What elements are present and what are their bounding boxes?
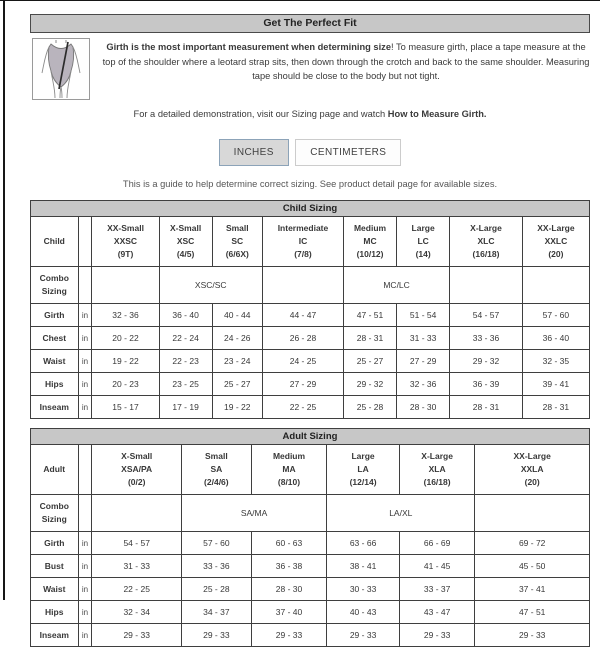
demo-prefix: For a detailed demonstration, visit our Sizing page and watch bbox=[133, 109, 388, 119]
child-col-xx-small: XX-Small XXSC (9T) bbox=[92, 217, 159, 267]
child-col-xx-large: XX-Large XXLC (20) bbox=[522, 217, 589, 267]
girth-instructions-rest: ! To measure girth, place a tape measure at the top of the shoulder where a leotard strap sits, then down through the crotch and back to the same shoulder. Measuring tape should be close to the body but not tight. bbox=[102, 42, 590, 81]
child-col-x-large: X-Large XLC (16/18) bbox=[450, 217, 523, 267]
sizing-note: This is a guide to help determine correct sizing. See product detail page for available sizes. bbox=[122, 179, 498, 189]
child-col-medium: Medium MC (10/12) bbox=[343, 217, 396, 267]
child-col-intermediate: Intermediate IC (7/8) bbox=[262, 217, 343, 267]
child-combo-xsc-sc: XSC/SC bbox=[159, 267, 262, 304]
adult-col-xx-large: XX-Large XXLA (20) bbox=[475, 445, 590, 495]
girth-bold-lead: Girth is the most important measurement when determining size bbox=[106, 42, 391, 52]
child-combo-label: Combo Sizing bbox=[31, 267, 79, 304]
leotard-girth-diagram bbox=[32, 38, 90, 100]
unit-toggle bbox=[30, 139, 590, 166]
window-left-edge bbox=[3, 0, 5, 600]
child-waist-row: Waist in 19 - 22 22 - 23 23 - 24 24 - 25 25 - 27 27 - 29 29 - 32 32 - 35 bbox=[31, 350, 590, 373]
child-combo-mc-lc: MC/LC bbox=[343, 267, 449, 304]
adult-combo-la-xl: LA/XL bbox=[327, 495, 475, 532]
adult-table-title: Adult Sizing bbox=[31, 429, 590, 445]
girth-instructions bbox=[90, 38, 590, 100]
adult-col-small: Small SA (2/4/6) bbox=[181, 445, 251, 495]
adult-combo-sa-ma: SA/MA bbox=[181, 495, 326, 532]
child-sizing-table bbox=[30, 200, 590, 419]
inches-button[interactable]: INCHES bbox=[219, 139, 289, 166]
adult-bust-row: Bust in 31 - 33 33 - 36 36 - 38 38 - 41 41 - 45 45 - 50 bbox=[31, 555, 590, 578]
child-hips-row: Hips in 20 - 23 23 - 25 25 - 27 27 - 29 29 - 32 32 - 36 36 - 39 39 - 41 bbox=[31, 373, 590, 396]
adult-col-medium: Medium MA (8/10) bbox=[251, 445, 326, 495]
adult-col-x-large: X-Large XLA (16/18) bbox=[399, 445, 474, 495]
child-col-x-small: X-Small XSC (4/5) bbox=[159, 217, 212, 267]
adult-combo-label: Combo Sizing bbox=[31, 495, 79, 532]
page-title: Get The Perfect Fit bbox=[30, 14, 590, 33]
adult-header-row bbox=[31, 445, 590, 495]
adult-col-large: Large LA (12/14) bbox=[327, 445, 400, 495]
child-girth-row: Girth in 32 - 36 36 - 40 40 - 44 44 - 47 47 - 51 51 - 54 54 - 57 57 - 60 bbox=[31, 304, 590, 327]
demo-line bbox=[30, 109, 590, 119]
intro-section bbox=[30, 38, 590, 100]
child-header-row bbox=[31, 217, 590, 267]
adult-combo-row bbox=[31, 495, 590, 532]
child-chest-row: Chest in 20 - 22 22 - 24 24 - 26 26 - 28 28 - 31 31 - 33 33 - 36 36 - 40 bbox=[31, 327, 590, 350]
adult-sizing-table bbox=[30, 428, 590, 647]
child-table-title: Child Sizing bbox=[31, 201, 590, 217]
child-row-header: Child bbox=[31, 217, 79, 267]
adult-waist-row: Waist in 22 - 25 25 - 28 28 - 30 30 - 33 33 - 37 37 - 41 bbox=[31, 578, 590, 601]
adult-unit-header bbox=[78, 445, 92, 495]
sizing-guide-page bbox=[30, 0, 590, 647]
child-col-small: Small SC (6/6X) bbox=[212, 217, 262, 267]
child-inseam-row: Inseam in 15 - 17 17 - 19 19 - 22 22 - 25 25 - 28 28 - 30 28 - 31 28 - 31 bbox=[31, 396, 590, 419]
adult-inseam-row: Inseam in 29 - 33 29 - 33 29 - 33 29 - 33 29 - 33 29 - 33 bbox=[31, 624, 590, 647]
how-to-measure-girth-label: How to Measure Girth. bbox=[387, 109, 487, 119]
adult-hips-row: Hips in 32 - 34 34 - 37 37 - 40 40 - 43 43 - 47 47 - 51 bbox=[31, 601, 590, 624]
child-combo-row bbox=[31, 267, 590, 304]
child-col-large: Large LC (14) bbox=[397, 217, 450, 267]
adult-row-header: Adult bbox=[31, 445, 79, 495]
leotard-illustration-icon bbox=[33, 39, 89, 99]
adult-col-x-small: X-Small XSA/PA (0/2) bbox=[92, 445, 181, 495]
adult-girth-row: Girth in 54 - 57 57 - 60 60 - 63 63 - 66 66 - 69 69 - 72 bbox=[31, 532, 590, 555]
centimeters-button[interactable]: CENTIMETERS bbox=[295, 139, 401, 166]
child-unit-header bbox=[78, 217, 92, 267]
